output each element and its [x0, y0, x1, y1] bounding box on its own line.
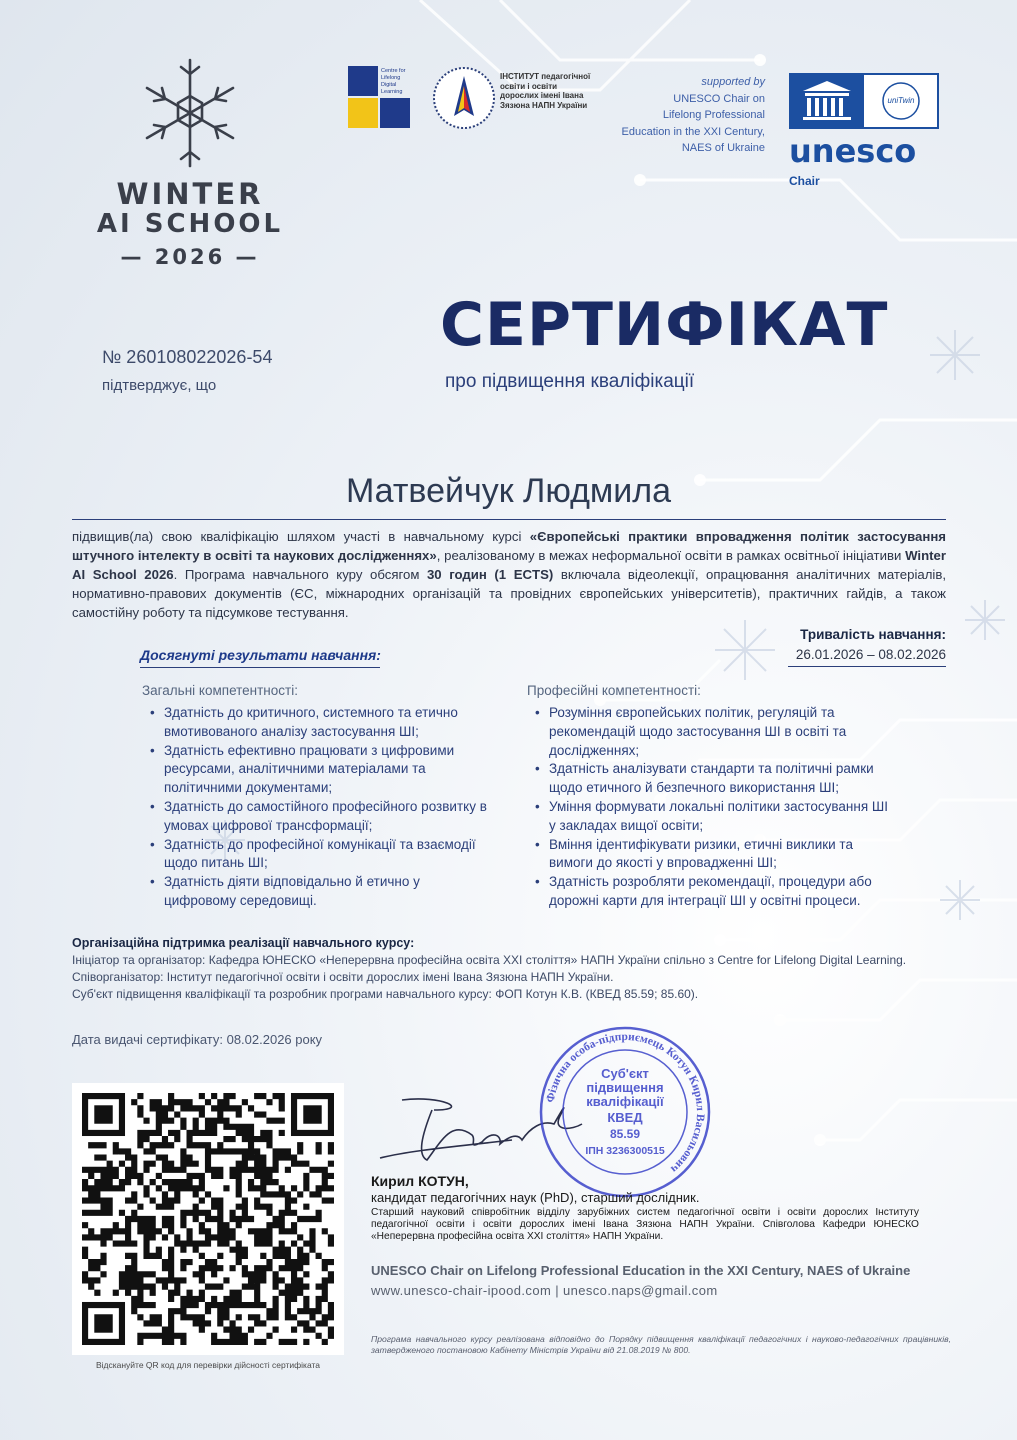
- stamp-line2: підвищення: [586, 1080, 664, 1095]
- desc-part1: підвищив(ла) свою кваліфікацію шляхом участі в навчальному курсі: [72, 529, 530, 544]
- list-item: • Здатність діяти відповідально й етично у цифровому середовищі.: [142, 873, 487, 911]
- qr-finder-pattern: [291, 1093, 334, 1136]
- winter-ai-school-logo: [90, 58, 290, 269]
- signer-title: кандидат педагогічних наук (PhD), старший дослідник.: [371, 1190, 700, 1205]
- qr-caption: Відскануйте QR код для перевірки дійсності сертифіката: [95, 1360, 321, 1370]
- professional-competences-list: [527, 704, 897, 911]
- list-item: • Уміння формувати локальні політики застосування ШІ у закладах вищої освіти;: [527, 798, 897, 836]
- supported-by-line4: NAES of Ukraine: [681, 142, 765, 154]
- list-item: • Здатність ефективно працювати з цифровими ресурсами, аналітичними матеріалами та політичними документами;: [142, 742, 487, 798]
- footer-legal-note: Програма навчального курсу реалізована відповідно до Порядку підвищення кваліфікації педагогічних і науково-педагогічних працівників, затвердженого постановою Кабінету Міністрів України від 21.08.2019 № 800.: [371, 1334, 951, 1355]
- stamp-line6: ІПН 3236300515: [585, 1145, 665, 1157]
- professional-competences: [527, 683, 897, 911]
- desc-part2: , реалізованому в межах неформальної освіти в рамках освітньої ініціативи: [436, 548, 906, 563]
- general-competences: [142, 683, 487, 911]
- school-name-line2: AI SCHOOL: [96, 209, 284, 239]
- recipient-name: Матвейчук Людмила: [345, 472, 672, 510]
- stamp-line1: Суб'єкт: [601, 1066, 649, 1081]
- ipood-emblem-icon: [432, 66, 496, 130]
- ipood-logo-text: ІНСТИТУТ педагогічної освіти і освіти дорослих імені Івана Зязюна НАПН України: [500, 72, 591, 110]
- list-item: • Вміння ідентифікувати ризики, етичні виклики та вимоги до якості у впровадженні ШІ;: [527, 836, 897, 874]
- signer-name: Кирил КОТУН,: [371, 1173, 469, 1189]
- stamp-ring-text: Фізична особа-підприємець Котун Кирил Васильович: [544, 1030, 707, 1175]
- supported-by-label: supported by: [701, 76, 765, 88]
- certificate-subtitle: про підвищення кваліфікації: [445, 371, 695, 392]
- list-item: • Здатність розробляти рекомендації, процедури або дорожні карти для інтеграції ШІ у освітні процеси.: [527, 873, 897, 911]
- confirms-text: підтверджує, що: [102, 377, 217, 394]
- organization-heading: Організаційна підтримка реалізації навчального курсу:: [72, 936, 415, 950]
- supported-by-line2: Lifelong Professional: [662, 109, 765, 121]
- school-name-line1: WINTER: [116, 177, 264, 211]
- signer-position: Старший науковий співробітник відділу зарубіжних систем педагогічної освіти і освіти дорослих Інституту педагогічної освіти і освіти дорослих імені Івана Зязюна НАПН України. Співголова Кафедри ЮНЕСКО «Неперервна професійна освіта ХХІ століття» НАПН України.: [371, 1207, 919, 1242]
- organization-block: [72, 935, 972, 1003]
- general-competences-list: [142, 704, 487, 911]
- supported-by-line3: Education in the XXI Century,: [621, 125, 765, 138]
- snowflake-icon: [145, 58, 235, 168]
- qr-code-icon: [72, 1083, 344, 1355]
- duration-label: Тривалість навчання:: [800, 627, 946, 642]
- qr-finder-pattern: [82, 1302, 125, 1345]
- duration-dates: 26.01.2026 – 08.02.2026: [795, 647, 946, 662]
- footer-chair: UNESCO Chair on Lifelong Professional Education in the XXI Century, NAES of Ukraine: [371, 1263, 911, 1278]
- general-competences-title: Загальні компетентності:: [142, 683, 298, 698]
- list-item: • Здатність до професійної комунікації та взаємодії щодо питань ШІ;: [142, 836, 487, 874]
- course-description: [72, 527, 946, 622]
- issue-date: Дата видачі сертифікату: 08.02.2026 року: [72, 1032, 323, 1047]
- professional-competences-title: Професійні компетентності:: [527, 683, 701, 698]
- signer-block: [371, 1173, 919, 1243]
- initiative-name: Winter AI School 2026: [72, 548, 946, 582]
- unesco-chair-label: Chair: [789, 174, 820, 188]
- organization-line2: Співорганізатор: Інститут педагогічної освіти і освіти дорослих імені Івана Зязюна НАПН України.: [72, 970, 614, 984]
- course-title: «Європейські практики впровадження політик застосування штучного інтелекту в освіті та наукових дослідженнях»: [72, 529, 946, 563]
- organization-line1: Ініціатор та організатор: Кафедра ЮНЕСКО «Неперервна професійна освіта ХХІ століття» НАПН України спільно з Centre for Lifelong Digital Learning.: [72, 953, 907, 967]
- name-underline: [72, 519, 946, 520]
- unitwin-label: uniTwin: [887, 96, 915, 105]
- stamp-line4: КВЕД: [607, 1110, 643, 1125]
- results-heading: Досягнуті результати навчання:: [140, 647, 381, 663]
- certificate-number: № 260108022026-54: [102, 347, 273, 367]
- footer-contacts[interactable]: www.unesco-chair-ipood.com | unesco.naps@gmail.com: [371, 1283, 718, 1298]
- ipood-logo: [432, 66, 591, 135]
- list-item: • Здатність до самостійного професійного розвитку в умовах цифрової трансформації;: [142, 798, 487, 836]
- unesco-wordmark: unesco: [789, 132, 917, 170]
- desc-part3: . Програма навчального куру обсягом: [173, 567, 427, 582]
- supported-by-line1: UNESCO Chair on: [673, 92, 765, 105]
- qr-code[interactable]: [72, 1083, 344, 1355]
- qr-finder-pattern: [82, 1093, 125, 1136]
- course-hours: 30 годин (1 ECTS): [426, 567, 554, 582]
- stamp-line5: 85.59: [609, 1127, 641, 1141]
- duration-underline: [788, 666, 946, 667]
- duration-block: [788, 625, 946, 665]
- organization-line3: Суб'єкт підвищення кваліфікації та розробник програми навчального курсу: ФОП Котун К.В. (КВЕД 85.59; 85.60).: [72, 987, 699, 1001]
- list-item: • Здатність аналізувати стандарти та політичні рамки щодо етичного й безпечного використання ШІ;: [527, 760, 897, 798]
- supported-by-block: [600, 74, 765, 157]
- certificate-title: СЕРТИФІКАТ: [440, 290, 889, 360]
- desc-part4: включала відеолекції, опрацювання аналітичних матеріалів, нормативно-правових документів (ЄС, міжнародних організацій та провідних європейських університетів), практичних гайдів, а також самостійну роботу та підсумкове тестування.: [72, 567, 946, 620]
- cld-logo-text: Centre for Lifelong Digital Learning: [381, 68, 406, 95]
- cld-logo: [348, 66, 410, 128]
- results-underline: [140, 667, 380, 668]
- unesco-temple-icon: [789, 73, 939, 129]
- school-year: — 2026 —: [120, 245, 260, 269]
- stamp-line3: кваліфікації: [586, 1094, 664, 1109]
- list-item: • Здатність до критичного, системного та етично вмотивованого аналізу застосування ШІ;: [142, 704, 487, 742]
- list-item: • Розуміння європейських політик, регуляцій та рекомендацій щодо застосування ШІ в освіті та дослідженнях;: [527, 704, 897, 760]
